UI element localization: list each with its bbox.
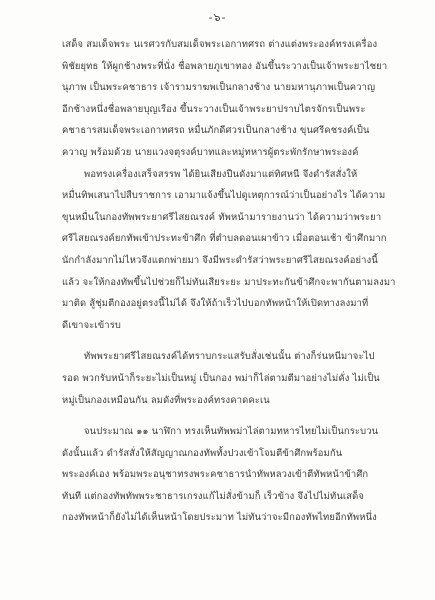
paragraph	[62, 34, 402, 164]
paragraph	[62, 421, 402, 529]
text-line: ดังนั้นแล้ว ดำรัสสั่งให้สัญญาณกองทัพทั้งปวงเข้าโจมตีข้าศึกพร้อมกัน	[62, 447, 343, 459]
text-line: ดีเขาจะเข้ารบ	[62, 319, 122, 331]
text-line: นักกำลังมากไม่ไหวจึงแตกพ่ายมา จึงมีพระดำรัสว่าพระยาศรีไสยณรงค์อย่างนี้	[62, 254, 378, 266]
text-line: คชาธารสมเด็จพระเอกาทศรถ หมื่นภักดีศวรเป็นกลางช้าง ขุนศรีคชรงค์เป็น	[62, 125, 370, 137]
text-line: เสด็จ สมเด็จพระ นเรศวรกับสมเด็จพระเอกาทศรถ ต่างแต่งพระองค์ทรงเครื่อง	[62, 39, 378, 50]
text-line: มาติด สู้ชุ่มตีกองอยู่ตรงนี้ไม่ได้ จึงให้ถ้าเร็วไปบอกทัพหน้าให้เปิดทางลงมาที่	[62, 298, 369, 310]
text-line: รอด พวกรับหน้าก็ระยะไม่เป็นหมู่ เป็นกอง พม่าก็ไล่ตามตีมาอย่างไม่คั่ง ไม่เป็น	[62, 372, 380, 384]
text-line: หมื่นทิพเสนาไปสืบราชการ เอามาแจ้งขึ้นไปดูเหตุการณ์ว่าเป็นอย่างไร ได้ความ	[62, 190, 386, 202]
text-line: ควาญ พร้อมด้วย นายแวงจตุรงค์บาทและหมู่ทหารผู้ตระพักรักษาพระองค์	[62, 146, 359, 158]
text-line: ทันที แต่กองทัพทัพพระชาธารเกรงแก้ไม่สั่งข้ามก็ เร็วข้าง จึงไปไม่ทันเสด็จ	[62, 490, 365, 502]
text-line: อีกช้างหนึ่งชื่อพลายบุญเรือง ขึ้นระวางเป็นเจ้าพระยาปราบไตรจักรเป็นพระ	[62, 103, 366, 115]
paragraph	[62, 346, 402, 411]
paragraph-gap	[62, 336, 402, 346]
text-line: ศรีไสยณรงค์ยกทัพเข้าประทะข้าศึก ที่ตำบลดอนเผาข้าว เมื่อตอนเช้า ข้าศึกมาก	[62, 233, 387, 245]
text-line: ขุนหมื่นในกองทัพพระยาศรีไสยณรงค์ ทัพหน้ามารายงานว่า ได้ความว่าพระยา	[62, 211, 382, 223]
paragraph	[62, 164, 402, 337]
paragraph-gap	[62, 411, 402, 421]
text-line: จนประมาณ ๑๑ นาฬิกา ทรงเห็นทัพพม่าไล่ตามทหารไทยไม่เป็นกระบวน	[84, 426, 379, 438]
body-text	[62, 34, 402, 529]
text-line: พอทรงเครื่องเสร็จสรรพ ได้ยินเสียงปืนดังมาแต่ทิศหนี จึงดำรัสสั่งให้	[84, 168, 358, 180]
text-line: หมู่เป็นกองเหมือนกัน ลมดังที่พระองค์ทรงคาดคะเน	[62, 394, 270, 406]
text-line: พระองค์เอง พร้อมพระอนุชาทรงพระคชาธารนำทัพหลวงเข้าตีทัพหน้าข้าศึก	[62, 469, 369, 481]
text-line: นุภาพ เป็นพระคชาธาร เจ้ารามราฆพเป็นกลางช้าง นายมหานุภาพเป็นควาญ	[62, 82, 376, 94]
text-line: แล้ว จะให้กองทัพขึ้นไปช่วยก็ไม่ทันเสียระยะ มาประทะกันข้าศึกจะพากันตามลงมา	[62, 276, 396, 288]
page-number: -๖-	[208, 11, 227, 24]
text-line: กองทัพหน้าก็ยังไม่ได้เห็นหน้าโดยประมาท ไม่ทันว่าจะมีกองทัพไทยอีกทัพหนึ่ง	[62, 512, 377, 524]
text-line: พิชัยยุทธ ให้ผูกช้างพระที่นั่ง ชื่อพลายภูเขาทอง อันขึ้นระวางเป็นเจ้าพระยาไชยา	[62, 60, 388, 72]
text-line: ทัพพระยาศรีไสยณรงค์ได้ทราบกระแสรับสั่งเช่นนั้น ต่างก็ร่นหนีมาจะไป	[84, 351, 375, 363]
